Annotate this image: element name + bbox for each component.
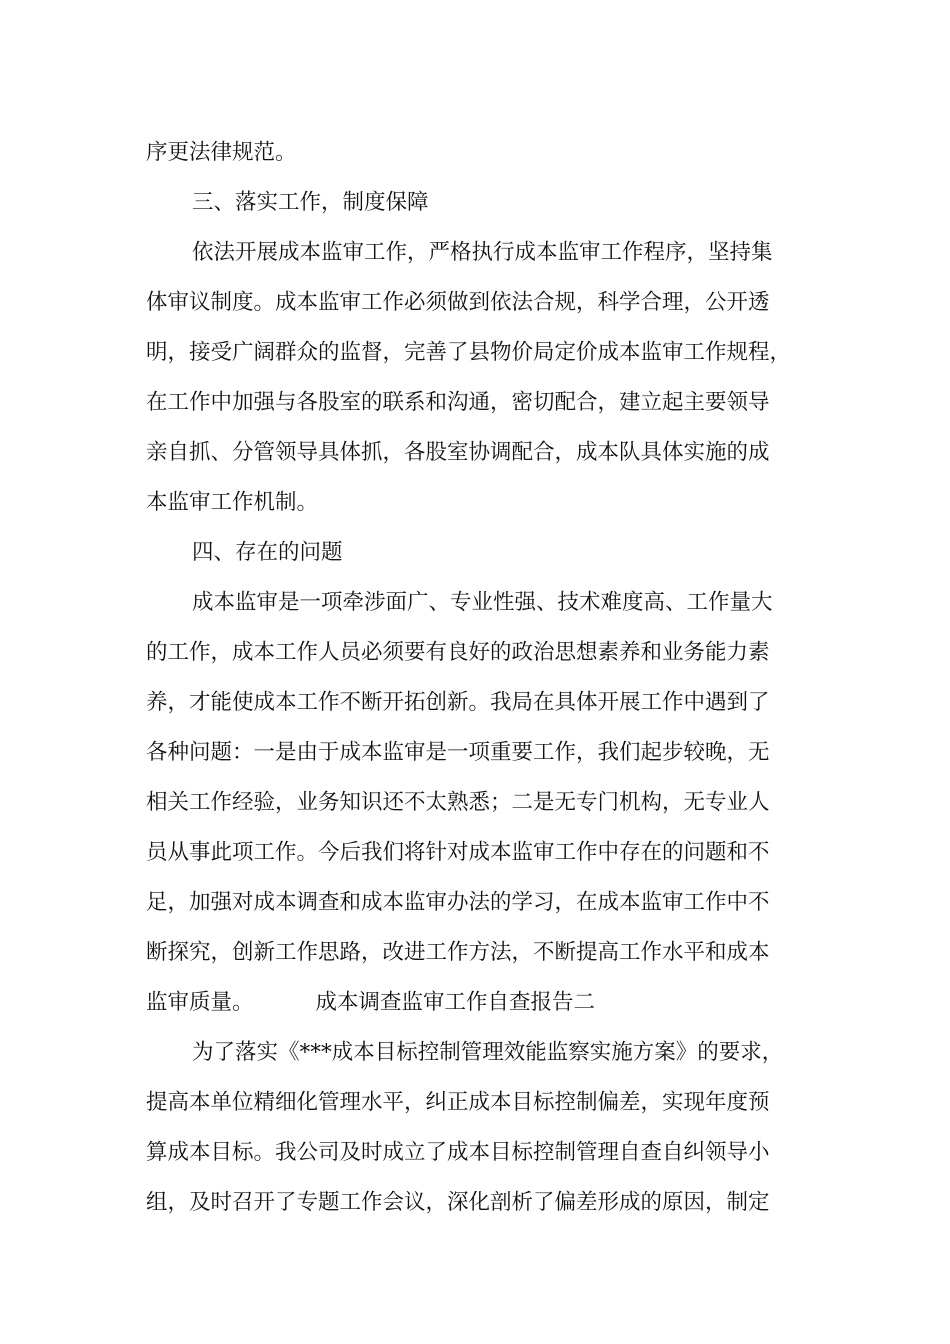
paragraph-line: 为了落实《***成本目标控制管理效能监察实施方案》的要求，: [192, 1040, 784, 1065]
paragraph-line: [146, 988, 595, 1018]
section-heading: 三、落实工作，制度保障: [192, 190, 429, 215]
paragraph-line: 员从事此项工作。今后我们将针对成本监审工作中存在的问题和不: [146, 840, 770, 865]
paragraph-line: 明，接受广阔群众的监督，完善了县物价局定价成本监审工作规程，: [146, 340, 792, 365]
paragraph-end-text: 监审质量。: [146, 990, 254, 1015]
paragraph-line: 提高本单位精细化管理水平，纠正成本目标控制偏差，实现年度预: [146, 1090, 770, 1115]
report-title: 成本调查监审工作自查报告二: [315, 990, 596, 1015]
paragraph-line: 本监审工作机制。: [146, 490, 319, 515]
paragraph-line: 依法开展成本监审工作，严格执行成本监审工作程序，坚持集: [192, 240, 773, 265]
paragraph-line: 序更法律规范。: [146, 140, 297, 165]
paragraph-line: 足，加强对成本调查和成本监审办法的学习，在成本监审工作中不: [146, 890, 770, 915]
paragraph-line: 成本监审是一项牵涉面广、专业性强、技术难度高、工作量大: [192, 590, 773, 615]
paragraph-line: 断探究，创新工作思路，改进工作方法，不断提高工作水平和成本: [146, 940, 770, 965]
paragraph-line: 算成本目标。我公司及时成立了成本目标控制管理自查自纠领导小: [146, 1140, 770, 1165]
paragraph-line: 体审议制度。成本监审工作必须做到依法合规，科学合理，公开透: [146, 290, 770, 315]
paragraph-line: 相关工作经验，业务知识还不太熟悉；二是无专门机构，无专业人: [146, 790, 770, 815]
paragraph-line: 各种问题：一是由于成本监审是一项重要工作，我们起步较晚，无: [146, 740, 770, 765]
paragraph-line: 的工作，成本工作人员必须要有良好的政治思想素养和业务能力素: [146, 640, 770, 665]
section-heading: 四、存在的问题: [192, 540, 343, 565]
paragraph-line: 组，及时召开了专题工作会议，深化剖析了偏差形成的原因，制定: [146, 1190, 770, 1215]
paragraph-line: 亲自抓、分管领导具体抓，各股室协调配合，成本队具体实施的成: [146, 440, 770, 465]
paragraph-line: 在工作中加强与各股室的联系和沟通，密切配合，建立起主要领导: [146, 390, 770, 415]
paragraph-line: 养，才能使成本工作不断开拓创新。我局在具体开展工作中遇到了: [146, 690, 770, 715]
